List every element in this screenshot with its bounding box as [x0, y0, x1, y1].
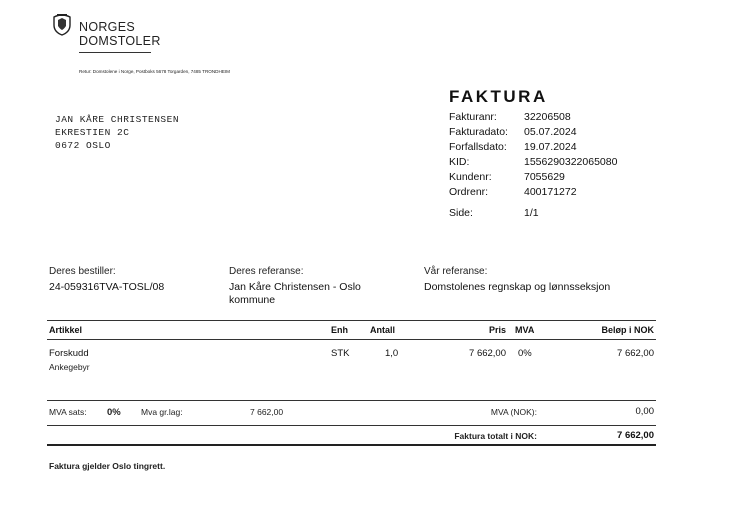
col-header-article: Artikkel	[49, 325, 83, 335]
invoice-note: Faktura gjelder Oslo tingrett.	[49, 461, 166, 471]
kid-label: KID:	[449, 156, 470, 168]
vat-basis-value: 7 662,00	[250, 407, 284, 417]
vat-basis-label: Mva gr.lag:	[141, 407, 183, 417]
invoice-date-value: 05.07.2024	[524, 126, 577, 138]
recipient-address	[55, 113, 179, 152]
row-article: Forskudd	[49, 348, 89, 359]
row-amount: 7 662,00	[617, 348, 654, 359]
organization-name-line1: NORGES	[79, 20, 135, 34]
invoice-title: FAKTURA	[449, 87, 548, 106]
logo-divider	[79, 52, 151, 53]
totals-mid-rule	[47, 425, 656, 426]
row-unit: STK	[331, 348, 350, 359]
recipient-postal: 0672 OSLO	[55, 140, 111, 151]
our-reference-value: Domstolenes regnskap og lønnsseksjon	[424, 281, 611, 293]
recipient-name: JAN KÅRE CHRISTENSEN	[55, 114, 180, 125]
ordered-by-value: 24-059316TVA-TOSL/08	[49, 281, 165, 293]
your-reference-value	[229, 281, 361, 307]
invoice-number-value: 32206508	[524, 111, 571, 123]
kid-value: 1556290322065080	[524, 156, 618, 168]
order-number-label: Ordrenr:	[449, 186, 489, 198]
organization-name	[79, 20, 161, 48]
total-value: 7 662,00	[617, 430, 654, 441]
ordered-by-label: Deres bestiller:	[49, 266, 116, 277]
organization-name-line2: DOMSTOLER	[79, 34, 161, 48]
your-reference-line1: Jan Kåre Christensen - Oslo	[229, 281, 361, 293]
due-date-value: 19.07.2024	[524, 141, 577, 153]
col-header-qty: Antall	[370, 325, 396, 335]
col-header-vat: MVA	[515, 325, 535, 335]
table-top-rule	[47, 320, 656, 321]
col-header-amount: Beløp i NOK	[601, 325, 654, 335]
vat-nok-value: 0,00	[635, 406, 654, 417]
coat-of-arms-icon	[51, 12, 73, 36]
customer-number-value: 7055629	[524, 171, 565, 183]
col-header-price: Pris	[488, 325, 506, 335]
total-label: Faktura totalt i NOK:	[454, 431, 537, 441]
col-header-unit: Enh	[331, 325, 348, 335]
vat-rate-value: 0%	[107, 407, 121, 418]
vat-rate-label: MVA sats:	[49, 407, 87, 417]
invoice-date-label: Fakturadato:	[449, 126, 508, 138]
your-reference-label: Deres referanse:	[229, 266, 304, 277]
vat-nok-label: MVA (NOK):	[490, 407, 537, 417]
row-price: 7 662,00	[469, 348, 506, 359]
page-value: 1/1	[524, 207, 539, 219]
page-label: Side:	[449, 207, 473, 219]
due-date-label: Forfallsdato:	[449, 141, 507, 153]
recipient-street: EKRESTIEN 2C	[55, 127, 130, 138]
totals-bottom-rule	[47, 444, 656, 446]
row-qty: 1,0	[385, 348, 399, 359]
customer-number-label: Kundenr:	[449, 171, 492, 183]
order-number-value: 400171272	[524, 186, 577, 198]
our-reference-label: Vår referanse:	[424, 266, 488, 277]
row-vat: 0%	[518, 348, 532, 359]
invoice-number-label: Fakturanr:	[449, 111, 497, 123]
row-article-subtext: Ankegebyr	[49, 362, 90, 372]
return-address: Retur: Domstolene i Norge, Postboks 5678 Torgarden, 7485 TRONDHEIM	[79, 69, 230, 74]
table-header-rule	[47, 339, 656, 340]
your-reference-line2: kommune	[229, 294, 276, 306]
totals-top-rule	[47, 400, 656, 401]
